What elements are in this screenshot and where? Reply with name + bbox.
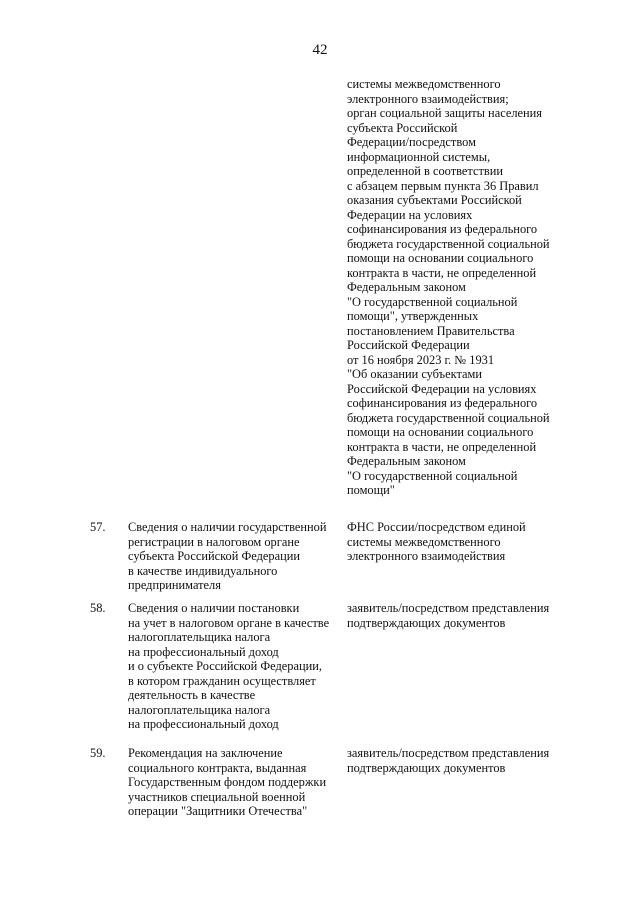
text-line: контракта в части, не определенной: [347, 439, 537, 454]
text-line: Российской Федерации на условиях: [347, 381, 537, 396]
text-line: помощи": [347, 483, 395, 497]
row-number: 59.: [90, 746, 106, 760]
text-line: на учет в налоговом органе в качестве: [128, 615, 330, 630]
row-description: [128, 520, 340, 593]
text-line: на профессиональный доход: [128, 644, 279, 659]
text-line: софинансирования из федерального: [347, 396, 538, 410]
text-line: информационной системы,: [347, 149, 491, 164]
text-line: Сведения о наличии постановки: [128, 601, 300, 615]
text-line: субъекта Российской Федерации: [128, 549, 300, 563]
text-line: в качестве индивидуального: [128, 563, 278, 578]
text-line: помощи на основании социального: [347, 425, 534, 439]
text-line: бюджета государственной социальной: [347, 236, 550, 251]
text-line: помощи на основании социального: [347, 251, 534, 265]
text-line: заявитель/посредством представления: [347, 601, 550, 615]
text-line: от 16 ноября 2023 г. № 1931: [347, 352, 495, 367]
text-line: системы межведомственного: [347, 77, 501, 91]
text-line: Российской Федерации: [347, 338, 470, 352]
text-line: субъекта Российской: [347, 120, 458, 135]
text-line: контракта в части, не определенной: [347, 265, 537, 280]
text-line: регистрации в налоговом органе: [128, 534, 300, 549]
text-line: на профессиональный доход: [128, 717, 279, 731]
text-line: Рекомендация на заключение: [128, 746, 283, 760]
text-line: предпринимателя: [128, 578, 221, 592]
text-line: в котором гражданин осуществляет: [128, 673, 316, 688]
text-line: определенной в соответствии: [347, 164, 503, 178]
text-line: оказания субъектами Российской: [347, 193, 522, 207]
text-line: софинансирования из федерального: [347, 222, 538, 236]
text-line: Государственным фондом поддержки: [128, 775, 327, 789]
row-source: [347, 746, 587, 775]
text-line: социального контракта, выданная: [128, 760, 307, 775]
text-line: налогоплательщика налога: [128, 630, 271, 644]
continued-source-cell: [347, 77, 587, 498]
row-number: 58.: [90, 601, 106, 615]
text-line: и о субъекте Российской Федерации,: [128, 659, 322, 673]
row-number: 57.: [90, 520, 106, 534]
text-line: бюджета государственной социальной: [347, 410, 550, 425]
text-line: подтверждающих документов: [347, 615, 506, 630]
text-line: "О государственной социальной: [347, 468, 518, 483]
text-line: участников специальной военной: [128, 789, 306, 804]
row-source: [347, 520, 587, 564]
text-line: Федеральным законом: [347, 280, 466, 294]
text-line: с абзацем первым пункта 36 Правил: [347, 178, 539, 193]
text-line: Федерации/посредством: [347, 135, 476, 149]
row-description: [128, 746, 340, 819]
text-line: операции "Защитники Отечества": [128, 804, 308, 818]
text-line: подтверждающих документов: [347, 760, 506, 775]
row-source: [347, 601, 587, 630]
text-line: электронного взаимодействия: [347, 549, 506, 563]
text-line: помощи", утвержденных: [347, 309, 479, 323]
text-line: системы межведомственного: [347, 534, 501, 549]
text-line: постановлением Правительства: [347, 323, 515, 338]
text-line: ФНС России/посредством единой: [347, 520, 526, 534]
text-line: налогоплательщика налога: [128, 702, 271, 717]
text-line: электронного взаимодействия;: [347, 91, 509, 106]
text-line: "Об оказании субъектами: [347, 367, 482, 381]
page-number: 42: [312, 42, 328, 58]
text-line: заявитель/посредством представления: [347, 746, 550, 760]
text-line: орган социальной защиты населения: [347, 106, 542, 120]
text-line: Федерации на условиях: [347, 207, 473, 222]
text-line: "О государственной социальной: [347, 294, 518, 309]
text-line: деятельность в качестве: [128, 688, 256, 702]
text-line: Сведения о наличии государственной: [128, 520, 327, 534]
text-line: Федеральным законом: [347, 454, 466, 468]
row-description: [128, 601, 340, 732]
